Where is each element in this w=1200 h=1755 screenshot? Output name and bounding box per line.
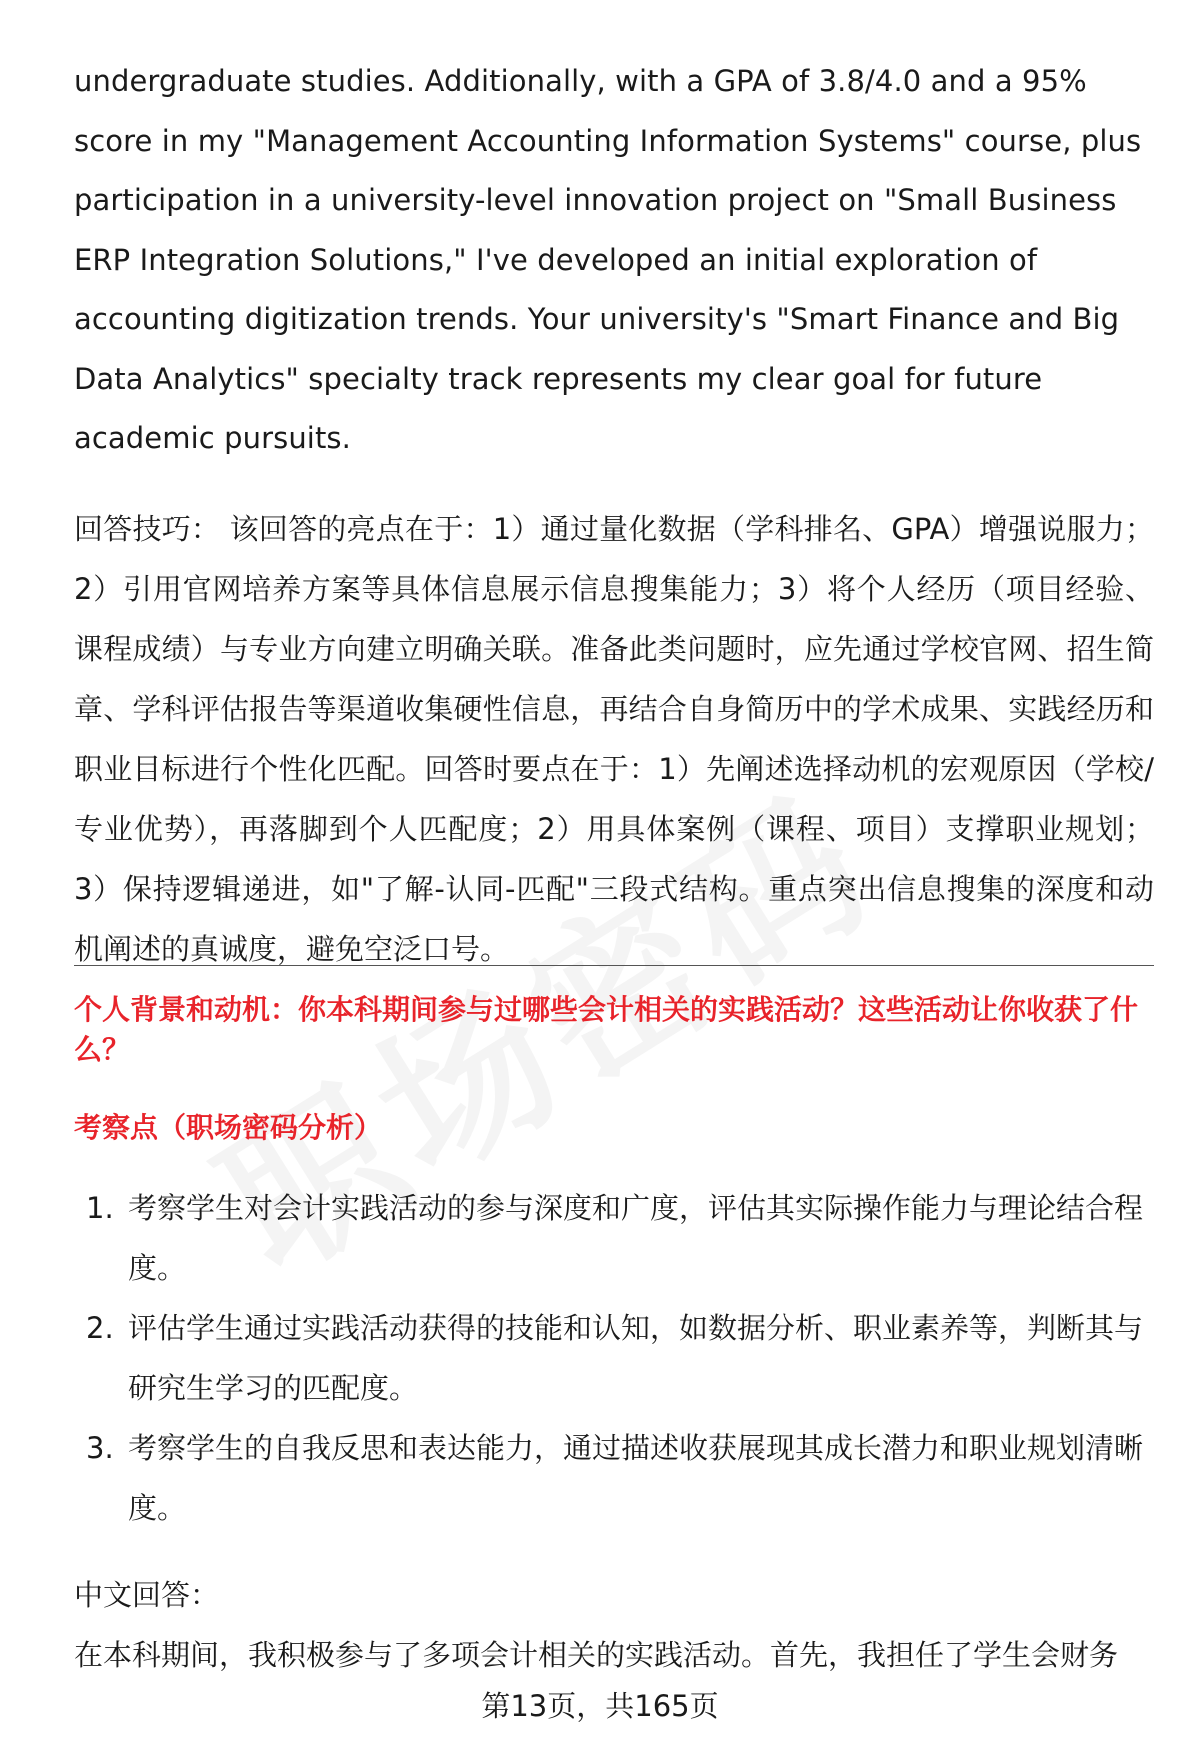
list-item-number: 2. [86, 1311, 114, 1345]
chinese-answer-label: 中文回答： [74, 1578, 220, 1612]
list-item-text: 评估学生通过实践活动获得的技能和认知，如数据分析、职业素养等，判断其与研究生学习的匹配度。 [128, 1311, 1144, 1405]
list-item-text: 考察学生对会计实践活动的参与深度和广度，评估其实际操作能力与理论结合程度。 [128, 1191, 1144, 1285]
list-item [74, 1298, 1154, 1418]
list-item [74, 1178, 1154, 1298]
list-item-text: 考察学生的自我反思和表达能力，通过描述收获展现其成长潜力和职业规划清晰度。 [128, 1431, 1144, 1525]
assessment-points-title: 考察点（职场密码分析） [74, 1111, 383, 1144]
assessment-points-list [74, 1178, 1154, 1538]
list-item-number: 1. [86, 1191, 114, 1225]
section-divider [74, 965, 1154, 966]
question-heading: 个人背景和动机：你本科期间参与过哪些会计相关的实践活动？这些活动让你收获了什么？ [74, 993, 1139, 1066]
answer-tips-paragraph: 回答技巧： 该回答的亮点在于：1）通过量化数据（学科排名、GPA）增强说服力；2）引用官网培养方案等具体信息展示信息搜集能力；3）将个人经历（项目经验、课程成绩）与专业方向建立明确关联。准备此类问题时，应先通过学校官网、招生简章、学科评估报告等渠道收集硬性信息，再结合自身简历中的学术成果、实践经历和职业目标进行个性化匹配。回答时要点在于：1）先阐述选择动机的宏观原因（学校/专业优势），再落脚到个人匹配度；2）用具体案例（课程、项目）支撑职业规划；3）保持逻辑递进，如"了解-认同-匹配"三段式结构。重点突出信息搜集的深度和动机阐述的真诚度，避免空泛口号。 [74, 511, 1154, 966]
english-answer-paragraph: undergraduate studies. Additionally, with a GPA of 3.8/4.0 and a 95% score in my "Management Accounting Information Systems" course, plus participation in a university-level innovation project on "Small Business ERP Integration Solutions," I've developed an initial exploration of accounting digitization trends. Your university's "Smart Finance and Big Data Analytics" specialty track represents my clear goal for future academic pursuits. [74, 64, 1142, 455]
document-body [74, 52, 1154, 979]
page-number: 第13页，共165页 [481, 1689, 719, 1723]
list-item [74, 1418, 1154, 1538]
chinese-answer-text: 在本科期间，我积极参与了多项会计相关的实践活动。首先，我担任了学生会财务 [74, 1638, 1119, 1672]
list-item-number: 3. [86, 1431, 114, 1465]
